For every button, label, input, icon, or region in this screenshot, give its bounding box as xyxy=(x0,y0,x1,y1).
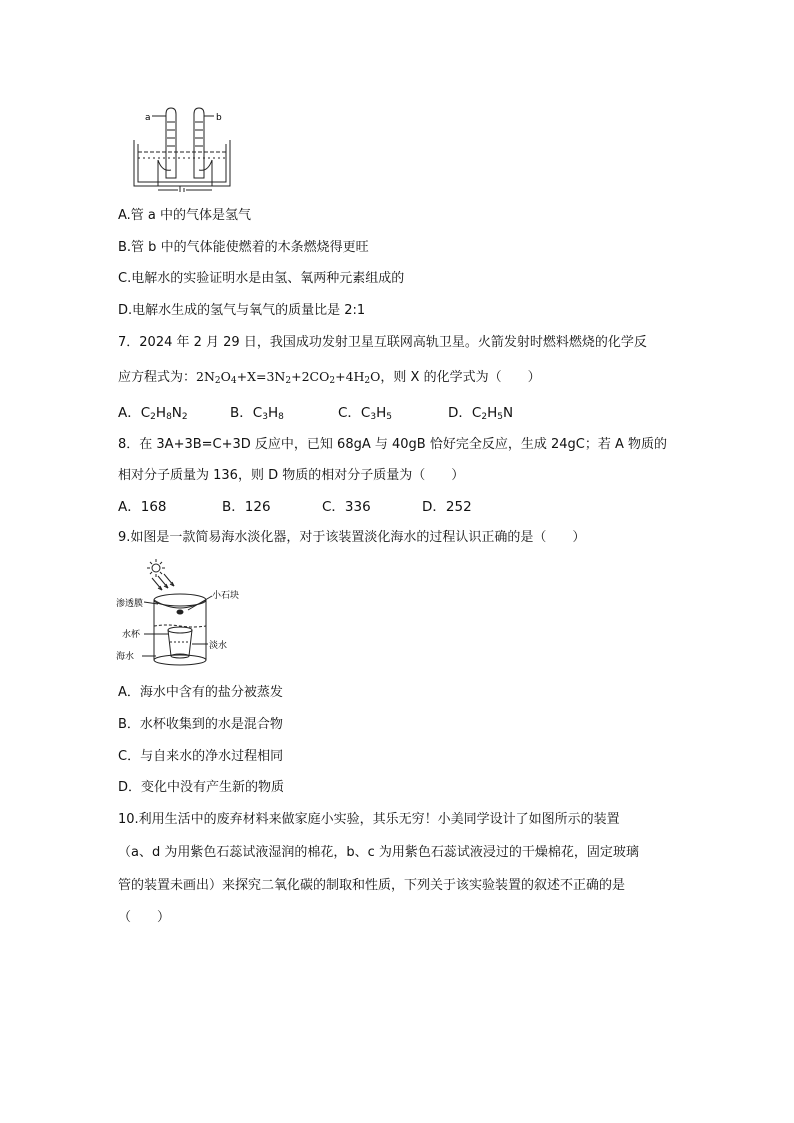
sun-icon xyxy=(152,564,160,572)
label-sea-water: 海水 xyxy=(116,652,135,662)
q6-option-c: C.电解水的实验证明水是由氢、氧两种元素组成的 xyxy=(118,271,405,286)
desalination-device-figure xyxy=(116,556,256,668)
q6-option-a: A.管 a 中的气体是氢气 xyxy=(118,208,252,223)
q9-option-d: D．变化中没有产生新的物质 xyxy=(118,780,285,795)
q7-stem-line1: 7．2024 年 2 月 29 日，我国成功发射卫星互联网高轨卫星。火箭发射时燃料燃烧的化学反 xyxy=(118,335,647,350)
q10-stem-line4: （ ） xyxy=(118,910,171,925)
q10-stem-line1: 10.利用生活中的废弃材料来做家庭小实验，其乐无穷！小美同学设计了如图所示的装置 xyxy=(118,812,620,827)
label-fresh-water: 淡水 xyxy=(209,641,228,651)
q6-option-d: D.电解水生成的氢气与氧气的质量比是 2:1 xyxy=(118,303,366,318)
label-membrane: 渗透膜 xyxy=(116,599,144,609)
q10-stem-line3: 管的装置未画出）来探究二氧化碳的制取和性质，下列关于该实验装置的叙述不正确的是 xyxy=(118,878,626,893)
electrolysis-apparatus-figure xyxy=(128,100,248,192)
q9-option-c: C．与自来水的净水过程相同 xyxy=(118,749,284,764)
q7-option-b: B．$C_3H_8$ xyxy=(230,405,284,422)
q10-stem-line2: （a、d 为用紫色石蕊试液湿润的棉花，b、c 为用紫色石蕊试液浸过的干燥棉花，固定玻璃 xyxy=(118,845,639,860)
q7-equation: $2N_2O_4+X=3N_2+2CO_2+4H_2O$ xyxy=(196,369,381,386)
q7-option-c: C．$C_3H_5$ xyxy=(338,405,392,422)
q8-option-c: C．336 xyxy=(322,499,371,515)
tube-b-label: b xyxy=(216,113,222,123)
q9-option-b: B．水杯收集到的水是混合物 xyxy=(118,717,283,732)
q6-option-b: B.管 b 中的气体能使燃着的木条燃烧得更旺 xyxy=(118,240,369,255)
q7-option-d: D．$C_2H_5N$ xyxy=(448,405,514,422)
label-cup: 水杯 xyxy=(122,630,141,640)
q9-option-a: A．海水中含有的盐分被蒸发 xyxy=(118,685,283,700)
q8-stem-line1: 8．在 3A+3B=C+3D 反应中，已知 68gA 与 40gB 恰好完全反应，生成 24gC；若 A 物质的 xyxy=(118,437,668,452)
q8-stem-line2: 相对分子质量为 136，则 D 物质的相对分子质量为（ ） xyxy=(118,468,465,483)
q8-option-b: B．126 xyxy=(222,499,271,515)
label-stone: 小石块 xyxy=(212,591,240,601)
q7-option-a: A．$C_2H_8N_2$ xyxy=(118,405,188,422)
q7-stem-line2: 应方程式为：$2N_2O_4+X=3N_2+2CO_2+4H_2O$，则 X 的化学式为（ ） xyxy=(118,369,541,386)
q8-option-d: D．252 xyxy=(422,499,472,515)
q9-stem: 9.如图是一款简易海水淡化器，对于该装置淡化海水的过程认识正确的是（ ） xyxy=(118,530,586,545)
tube-a-label: a xyxy=(145,113,151,123)
q8-option-a: A．168 xyxy=(118,499,167,515)
